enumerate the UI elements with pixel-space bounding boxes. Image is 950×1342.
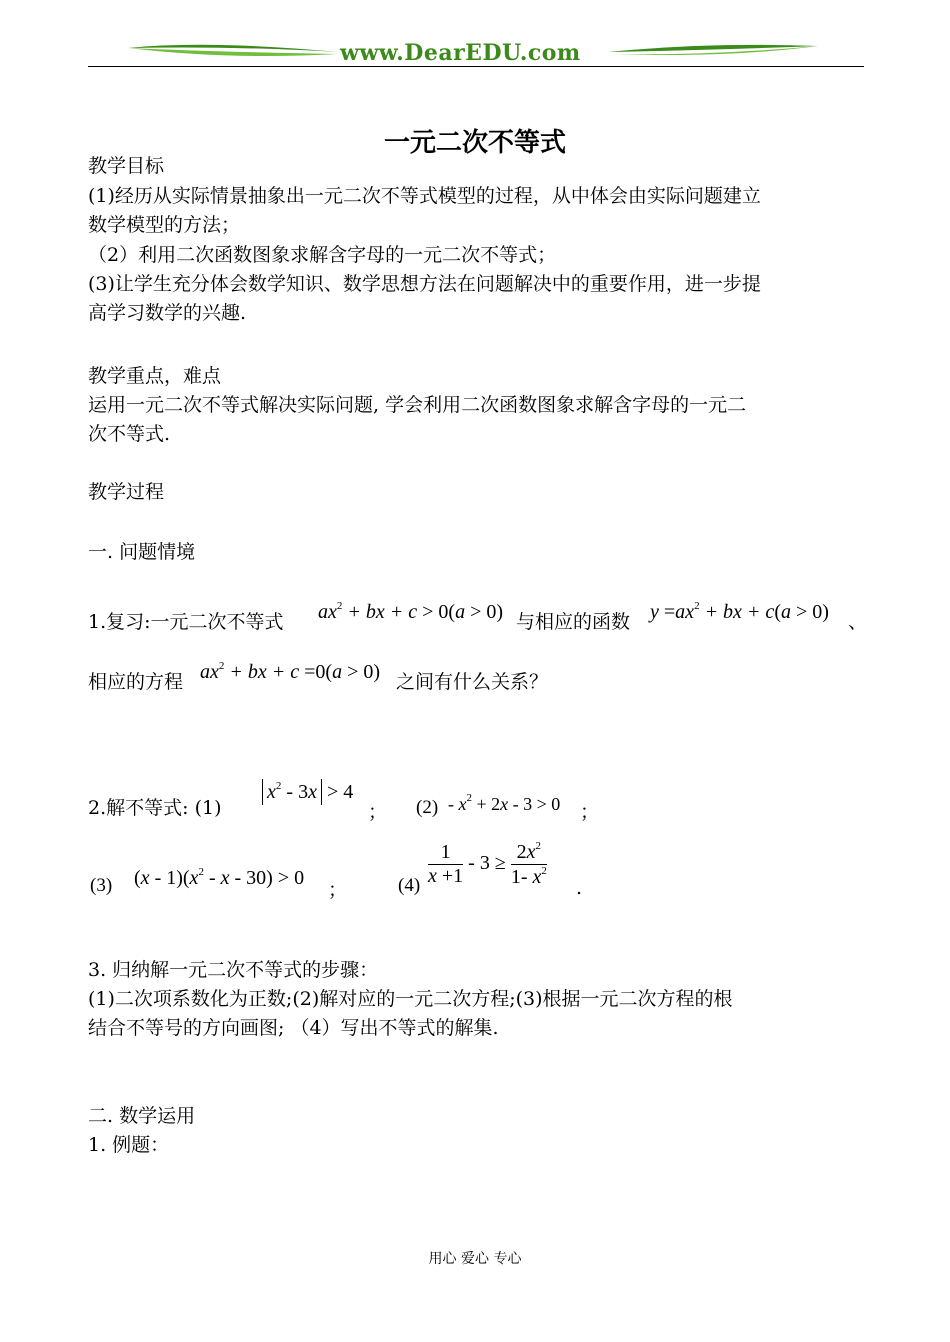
formula-equation: $ax^2$ + bx + c =0(a > 0) (200, 660, 381, 683)
question-3-sep: ； (328, 879, 348, 901)
formula-function: $y =ax^2$ + bx + c(a > 0) (650, 600, 829, 623)
question-2-sep-2: ； (580, 801, 600, 823)
question-1-prefix: 1.复习:一元二次不等式 (88, 611, 284, 633)
fraction-left: $\frac{1}{x +1}$ (428, 841, 464, 887)
formula-fraction-inequality: $\frac{1}{x +1}$ - 3 ≥ $\frac{2x^2}{1- x^2}$ (428, 840, 547, 888)
page-title: 一元二次不等式 (383, 128, 566, 158)
formula-quadratic-2: - $x^2 + 2x - 3 > 0$ (448, 792, 561, 814)
steps-line-2: 结合不等号的方向画图; （4）写出不等式的解集. (88, 1017, 499, 1039)
formula-inequality: $ax^2$ + bx + c > 0(a > 0) (318, 600, 504, 623)
question-3-label: (3) (90, 875, 113, 896)
goal-1-line-1: (1)经历从实际情景抽象出一元二次不等式模型的过程，从中体会由实际问题建立 (88, 185, 761, 207)
fraction-right: $\frac{2x^2}{1- x^2}$ (510, 840, 547, 888)
section-1-heading: 一. 问题情境 (88, 541, 196, 563)
question-2-prefix: 2.解不等式: (1) (88, 797, 222, 819)
goal-3-line-2: 高学习数学的兴趣. (88, 302, 247, 324)
goal-2: （2）利用二次函数图象求解含字母的一元二次不等式； (88, 244, 557, 266)
question-1-line-2-prefix: 相应的方程 (88, 671, 184, 693)
footer-text: 用心 爱心 专心 (428, 1251, 522, 1267)
steps-line-1: (1)二次项系数化为正数;(2)解对应的一元二次方程;(3)根据一元二次方程的根 (88, 988, 733, 1010)
question-1-end: 、 (848, 611, 868, 633)
question-1-mid: 与相应的函数 (516, 611, 631, 633)
process-heading: 教学过程 (88, 481, 165, 503)
steps-heading: 3. 归纳解一元二次不等式的步骤： (88, 959, 379, 981)
goals-heading: 教学目标 (88, 155, 165, 177)
keypoints-heading: 教学重点，难点 (88, 365, 222, 387)
keypoints-line-1: 运用一元二次不等式解决实际问题, 学会利用二次函数图象求解含字母的一元二 (88, 394, 747, 416)
formula-abs-inequality: $x^2 - 3x > 4$ (262, 780, 353, 804)
example-heading: 1. 例题： (88, 1134, 170, 1156)
goal-3-line-1: (3)让学生充分体会数学知识、数学思想方法在问题解决中的重要作用，进一步提 (88, 273, 761, 295)
question-2-label-2: (2) (416, 797, 439, 818)
question-2-sep-1: ； (368, 801, 388, 823)
keypoints-line-2: 次不等式. (88, 423, 171, 445)
site-logo-text[interactable]: www.DearEDU.com (340, 40, 581, 66)
header-rule (88, 66, 864, 67)
question-4-end: . (576, 877, 583, 899)
left-swoosh-tail-icon (128, 48, 338, 56)
goal-1-line-2: 数学模型的方法； (88, 214, 241, 236)
formula-product-inequality: $(x - 1)(x^2 - x - 30) > 0$ (134, 866, 305, 889)
question-4-label: (4) (398, 875, 421, 896)
section-2-heading: 二. 数学运用 (88, 1105, 196, 1127)
right-swoosh-icon (608, 45, 818, 52)
question-1-line-2-end: 之间有什么关系？ (396, 671, 549, 693)
